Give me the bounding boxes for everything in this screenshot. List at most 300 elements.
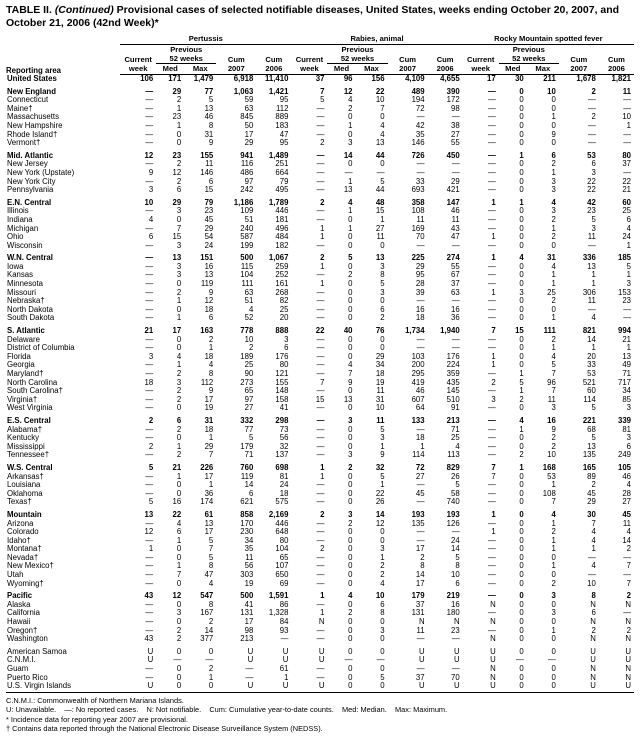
value-cell: — [145,673,154,682]
value-cell: — [487,519,496,528]
value-cell: 8 [591,591,596,601]
value-cell: 2 [491,378,496,387]
value-cell: 13 [172,253,182,263]
value-cell: 13 [622,352,631,361]
region-row [6,84,634,97]
value-cell: 1 [208,673,214,682]
value-cell: — [487,626,496,635]
value-cell: 3 [626,404,631,413]
value-cell: 0 [551,139,556,148]
value-cell: — [451,335,460,344]
value-cell: 11 [416,215,425,224]
value-cell: 2 [551,160,556,169]
region-row [6,195,634,208]
value-cell: 0 [348,288,353,297]
value-cell: 0 [348,489,353,498]
value-cell: 42 [587,197,596,207]
value-cell: — [173,656,182,665]
value-cell: 230 [240,528,254,537]
value-cell: N [454,618,460,627]
max-label: Max [527,64,559,75]
value-cell: 4 [626,481,631,490]
reporting-area-cell: New York City [7,177,56,186]
value-cell: 0 [348,442,353,451]
value-cell: 0 [348,481,353,490]
value-cell: 0 [380,344,385,353]
value-cell: 4 [348,361,353,370]
value-cell: — [145,104,154,113]
value-cell: 67 [451,271,460,280]
reporting-area-cell: North Carolina [7,378,58,387]
value-cell: 9 [380,451,385,460]
value-cell: 1 [519,370,524,378]
value-cell: 27 [244,404,254,413]
value-cell: 11 [205,160,214,169]
value-cell: — [487,168,496,177]
region-row [6,75,634,84]
value-cell: 80 [279,361,289,370]
value-cell: 4 [348,197,353,207]
value-cell: 155 [275,378,289,387]
value-cell: 2 [320,197,325,207]
value-cell: — [376,656,385,665]
value-cell: — [515,656,524,665]
value-cell: — [487,215,496,224]
value-cell: 21 [622,335,631,344]
value-cell: 2 [551,297,556,306]
reporting-area-cell: United States [7,74,57,83]
reporting-area-cell: Oklahoma [7,489,43,498]
reporting-area-cell: Washington [7,635,48,644]
value-cell: 1 [551,562,556,571]
value-cell: — [316,113,325,122]
value-cell: N [318,618,325,627]
value-cell: — [316,207,325,216]
table-row [6,434,634,443]
value-cell: 19 [375,378,385,387]
value-cell: 0 [176,434,182,443]
value-cell: 7 [491,326,496,336]
value-cell: 98 [451,104,460,113]
value-cell: — [145,224,154,233]
value-cell: — [487,297,496,306]
value-cell: 13 [343,395,353,404]
value-cell: 11 [376,233,385,242]
value-cell: 0 [519,472,524,481]
value-cell: 0 [176,665,182,673]
value-cell: 2 [519,451,524,460]
value-cell: 0 [348,536,353,545]
value-cell: 53 [547,472,556,481]
value-cell: — [145,314,154,323]
value-cell: — [145,121,154,130]
value-cell: — [316,579,325,588]
value-cell: 1 [176,121,182,130]
table-row [6,656,634,665]
reporting-area-cell: Delaware [7,335,40,344]
value-cell: 1 [491,253,496,263]
value-cell: 116 [240,160,254,169]
value-cell: 2 [551,233,556,242]
value-cell: — [487,113,496,122]
value-cell: 153 [617,288,631,297]
value-cell: 17 [244,130,254,139]
value-cell: — [416,297,425,306]
year-2006-label: 2006 [599,64,634,75]
region-row [6,250,634,263]
table-row [6,370,634,379]
value-cell: 240 [240,224,254,233]
value-cell: 2 [626,591,631,601]
reporting-area-cell: W.N. Central [7,253,53,263]
value-cell: 3 [176,609,182,618]
reporting-area-cell: Maine† [7,104,33,113]
reporting-area-cell: Arizona [7,519,34,528]
value-cell: 3 [380,288,385,297]
value-cell: 2 [380,571,385,580]
value-cell: 4 [626,224,631,233]
value-cell: — [451,635,460,644]
value-cell: 194 [411,96,425,105]
spacer-cell [256,45,291,55]
value-cell: 1 [519,425,524,434]
value-cell: 81 [279,472,289,481]
value-cell: — [316,168,325,177]
value-cell: 73 [279,425,289,434]
value-cell: 2 [626,626,631,635]
value-cell: U [625,656,631,665]
value-cell: 575 [275,498,289,507]
value-cell: 28 [622,489,631,498]
reporting-area-cell: Arkansas† [7,472,44,481]
value-cell: 7 [591,519,596,528]
value-cell: 2 [551,434,556,443]
value-cell: 112 [200,378,214,387]
value-cell: 3 [348,415,353,425]
value-cell: — [588,121,596,130]
value-cell: — [487,404,496,413]
value-cell: — [487,609,496,618]
value-cell: 4 [176,519,182,528]
value-cell: 0 [184,682,216,692]
value-cell: 1 [176,442,182,451]
value-cell: — [145,626,154,635]
value-cell: 12 [204,297,214,306]
value-cell: 7 [176,571,182,580]
table-row [6,571,634,580]
value-cell: — [451,665,460,673]
value-cell: U [318,646,325,656]
value-cell: 213 [240,635,254,644]
table-row [6,426,634,435]
value-cell: — [145,579,154,588]
table-row [6,528,634,537]
value-cell: 12 [172,168,182,177]
value-cell: — [145,665,154,673]
previous-label: Previous [170,45,203,54]
value-cell: 0 [348,352,353,361]
value-cell: 390 [446,86,460,96]
value-cell: 90 [244,370,254,378]
med-label: Med [499,64,527,75]
value-cell: U [490,656,496,665]
reporting-area-cell: Indiana [7,215,33,224]
value-cell: — [316,673,325,682]
table-row [6,207,634,216]
value-cell: — [487,177,496,186]
value-cell: — [145,305,154,314]
value-cell: 165 [582,462,596,472]
value-cell: 41 [244,600,254,609]
value-cell: 0 [348,528,353,537]
value-cell: 1 [348,121,353,130]
value-cell: 17 [204,472,214,481]
value-cell: 3 [348,451,353,460]
value-cell: — [623,104,631,113]
value-cell: 179 [240,442,254,451]
value-cell: 3 [626,434,631,443]
value-cell: 9 [148,168,154,177]
value-cell: 135 [582,451,596,460]
value-cell: U [428,682,463,692]
value-cell: 12 [343,86,353,96]
value-cell: 47 [451,233,460,242]
value-cell: 332 [240,415,254,425]
value-cell: — [316,528,325,537]
value-cell: 6 [208,314,214,323]
value-cell: 17 [204,528,214,537]
value-cell: U [559,682,599,692]
value-cell: 1 [380,481,385,490]
value-cell: — [145,86,154,96]
max-label: Max [356,64,388,75]
value-cell: 0 [519,314,524,323]
value-cell: 2 [176,177,182,186]
value-cell: 5 [208,96,214,105]
value-cell: 5 [591,434,596,443]
value-cell: 2 [348,104,353,113]
value-cell: 0 [380,665,385,673]
table-row [6,635,634,644]
value-cell: 495 [275,186,289,195]
value-cell: 0 [380,113,385,122]
value-cell: 60 [587,387,596,396]
value-cell: 1,421 [268,86,289,96]
value-cell: 86 [279,600,289,609]
value-cell: 1 [320,280,325,289]
value-cell: 2 [551,335,556,344]
value-cell: 59 [244,96,254,105]
value-cell: 4 [380,579,385,588]
value-cell: 6 [176,415,182,425]
value-cell: — [145,395,154,404]
value-cell: 5 [455,481,460,490]
value-cell: 0 [519,207,524,216]
table-row [6,314,634,323]
value-cell: 1 [420,442,425,451]
value-cell: 45 [204,215,214,224]
value-cell: 200 [411,361,425,370]
value-cell: — [623,571,631,580]
value-cell: 1,479 [193,74,214,83]
value-cell: 0 [519,519,524,528]
reporting-area-cell: Pacific [7,591,33,601]
value-cell: 5 [208,536,214,545]
value-cell: 0 [176,553,182,562]
value-cell: 5 [380,425,385,434]
value-cell: 4 [626,528,631,537]
value-cell: — [316,404,325,413]
value-cell: 33 [587,361,596,370]
value-cell: 9 [208,139,214,148]
value-cell: 22 [622,177,631,186]
value-cell: — [416,498,425,507]
value-cell: 435 [446,378,460,387]
title-description: Provisional cases of selected notifiable diseases, United States, weeks ending October 20, 2007, and October 21, 2006 (42nd Week)* [6,4,620,29]
value-cell: 0 [519,646,524,656]
value-cell: 6,918 [233,74,254,83]
value-cell: 14 [204,626,214,635]
value-cell: 19 [244,579,254,588]
value-cell: 446 [275,519,289,528]
value-cell: 1 [491,197,496,207]
value-cell: 8 [420,562,425,571]
value-cell: N [625,618,631,627]
value-cell: 13 [343,186,353,195]
value-cell: — [487,434,496,443]
value-cell: 29 [375,352,385,361]
value-cell: 25 [451,434,460,443]
value-cell: — [316,361,325,370]
value-cell: 298 [275,415,289,425]
value-cell: 500 [240,591,254,601]
value-cell: 12 [144,528,154,537]
value-cell: 18 [204,352,214,361]
value-cell: 0 [176,646,182,656]
value-cell: 84 [279,618,289,627]
value-cell: 242 [240,186,254,195]
value-cell: 4 [551,197,556,207]
value-cell: — [487,96,496,105]
value-cell: — [487,160,496,169]
value-cell: 0 [519,404,524,413]
value-cell: 5 [519,378,524,387]
value-cell: — [487,86,496,96]
value-cell: 2 [348,462,353,472]
table-row [6,361,634,370]
value-cell: 587 [240,233,254,242]
reporting-area-cell: New Hampshire [7,121,63,130]
value-cell: 0 [380,241,385,250]
value-cell: 1 [320,262,325,271]
value-cell: 306 [582,288,596,297]
value-cell: 18 [204,425,214,434]
value-cell: — [145,600,154,609]
table-row [6,473,634,482]
value-cell: 10 [144,197,154,207]
value-cell: 1 [551,113,556,122]
value-cell: 8 [208,370,214,378]
value-cell: 1 [176,562,182,571]
value-cell: — [316,562,325,571]
value-cell: 56 [244,562,254,571]
value-cell: 63 [244,288,254,297]
value-cell: 6 [551,150,556,160]
value-cell: 42 [415,121,425,130]
value-cell: 108 [542,489,556,498]
value-cell: 0 [348,215,353,224]
reporting-area-cell: Oregon† [7,626,38,635]
value-cell: 108 [411,207,425,216]
value-cell: 0 [519,536,524,545]
value-cell: — [145,434,154,443]
reporting-area-cell: South Dakota [7,314,55,323]
value-cell: 104 [275,545,289,554]
value-cell: 6 [626,215,631,224]
value-cell: 95 [279,96,289,105]
value-cell: 5 [380,472,385,481]
reporting-area-cell: Vermont† [7,139,41,148]
disease-group-header: Pertussis [120,34,291,45]
value-cell: — [487,553,496,562]
value-cell: 6 [455,579,460,588]
value-cell: 37 [315,74,325,83]
year-2006-label: 2006 [256,64,291,75]
med-label: Med [327,64,355,75]
value-cell: U [418,656,425,665]
value-cell: 91 [451,404,460,413]
value-cell: 15 [515,326,524,336]
value-cell: 3 [380,434,385,443]
region-row [6,507,634,520]
value-cell: 221 [582,415,596,425]
value-cell: — [416,425,425,434]
reporting-area-cell: Florida [7,352,31,361]
value-cell: 60 [622,197,631,207]
value-cell: 47 [279,130,289,139]
value-cell: 54 [204,233,214,242]
value-cell: 81 [622,425,631,434]
value-cell: 0 [519,626,524,635]
reporting-area-cell: Louisiana [7,481,41,490]
value-cell: 109 [240,207,254,216]
reporting-area-cell: Kentucky [7,434,40,443]
value-cell: 71 [622,370,631,378]
value-cell: 18 [375,370,385,378]
value-cell: 23 [451,626,460,635]
value-cell: 6 [176,186,182,195]
value-cell: 23 [172,113,182,122]
value-cell: 510 [446,395,460,404]
table-row [6,242,634,251]
value-cell: — [416,344,425,353]
value-cell: 46 [451,207,460,216]
value-cell: 268 [275,288,289,297]
value-cell: 0 [348,571,353,580]
value-cell: 0 [519,361,524,370]
value-cell: — [316,498,325,507]
reporting-area-cell: Pennsylvania [7,186,54,195]
reporting-area-cell: California [7,609,40,618]
value-cell: 0 [176,305,182,314]
value-cell: 5 [455,553,460,562]
value-cell: 1,328 [268,609,289,618]
value-cell: 1 [380,215,385,224]
value-cell: 22 [172,509,182,519]
value-cell: 19 [204,404,214,413]
value-cell: 2 [176,425,182,434]
value-cell: — [487,442,496,451]
